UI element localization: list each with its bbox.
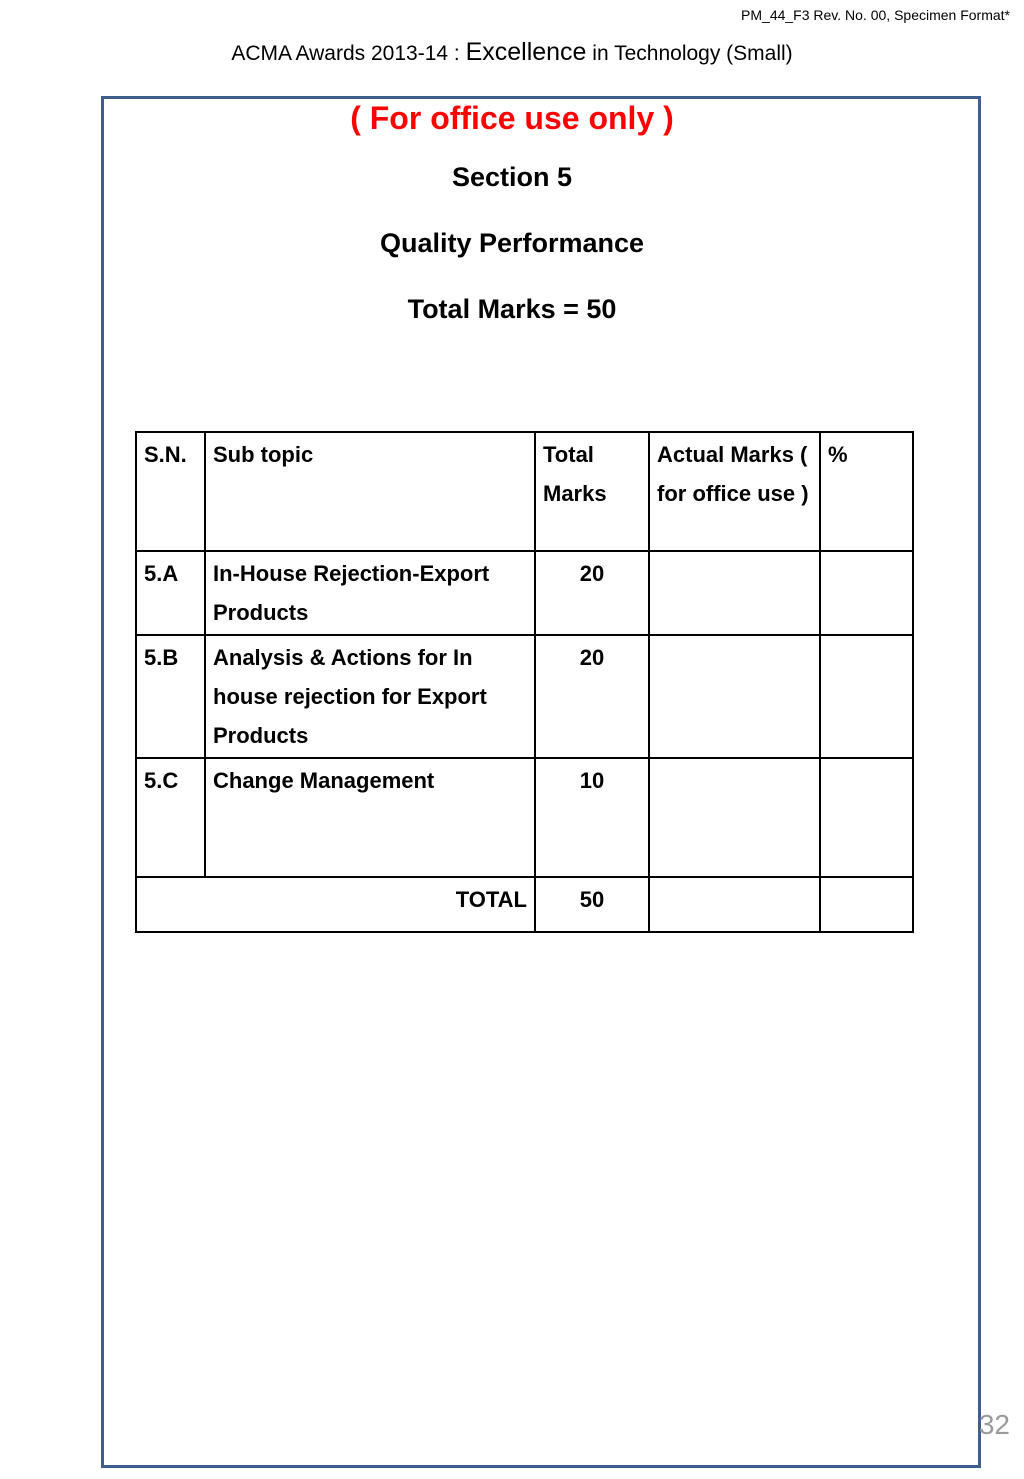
total-percent[interactable] bbox=[820, 877, 913, 932]
row-sn: 5.B bbox=[136, 635, 205, 758]
row-subtopic: Analysis & Actions for In house rejection for Export Products bbox=[205, 635, 535, 758]
row-total-marks: 20 bbox=[535, 551, 649, 635]
row-sn: 5.C bbox=[136, 758, 205, 877]
header-percent: % bbox=[820, 432, 913, 551]
row-actual-marks[interactable] bbox=[649, 635, 820, 758]
row-percent[interactable] bbox=[820, 758, 913, 877]
section-number: Section 5 bbox=[451, 162, 573, 192]
row-actual-marks[interactable] bbox=[649, 551, 820, 635]
header-subtopic: Sub topic bbox=[205, 432, 535, 551]
table-header-row bbox=[136, 432, 913, 551]
row-subtopic: In-House Rejection-Export Products bbox=[205, 551, 535, 635]
row-subtopic: Change Management bbox=[205, 758, 535, 877]
section-total-marks: Total Marks = 50 bbox=[407, 294, 617, 324]
total-marks-value: 50 bbox=[535, 877, 649, 932]
row-sn: 5.A bbox=[136, 551, 205, 635]
table-row bbox=[136, 758, 913, 877]
form-id: PM_44_F3 Rev. No. 00, Specimen Format* bbox=[741, 7, 1010, 23]
header-actual-marks: Actual Marks ( for office use ) bbox=[649, 432, 820, 551]
row-percent[interactable] bbox=[820, 551, 913, 635]
award-title bbox=[0, 38, 1024, 67]
header-sn: S.N. bbox=[136, 432, 205, 551]
row-percent[interactable] bbox=[820, 635, 913, 758]
section-name: Quality Performance bbox=[379, 228, 645, 258]
total-actual-marks[interactable] bbox=[649, 877, 820, 932]
row-total-marks: 10 bbox=[535, 758, 649, 877]
office-use-note: ( For office use only ) bbox=[350, 100, 674, 136]
row-total-marks: 20 bbox=[535, 635, 649, 758]
page-number: 32 bbox=[978, 1409, 1010, 1440]
marks-table bbox=[135, 431, 914, 933]
row-actual-marks[interactable] bbox=[649, 758, 820, 877]
award-suffix: in Technology (Small) bbox=[586, 42, 793, 65]
award-category: Excellence bbox=[465, 38, 587, 66]
award-prefix: ACMA Awards 2013-14 : bbox=[231, 42, 466, 65]
table-total-row bbox=[136, 877, 913, 932]
table-row bbox=[136, 635, 913, 758]
table-row bbox=[136, 551, 913, 635]
total-label: TOTAL bbox=[136, 877, 535, 932]
header-total-marks: Total Marks bbox=[535, 432, 649, 551]
